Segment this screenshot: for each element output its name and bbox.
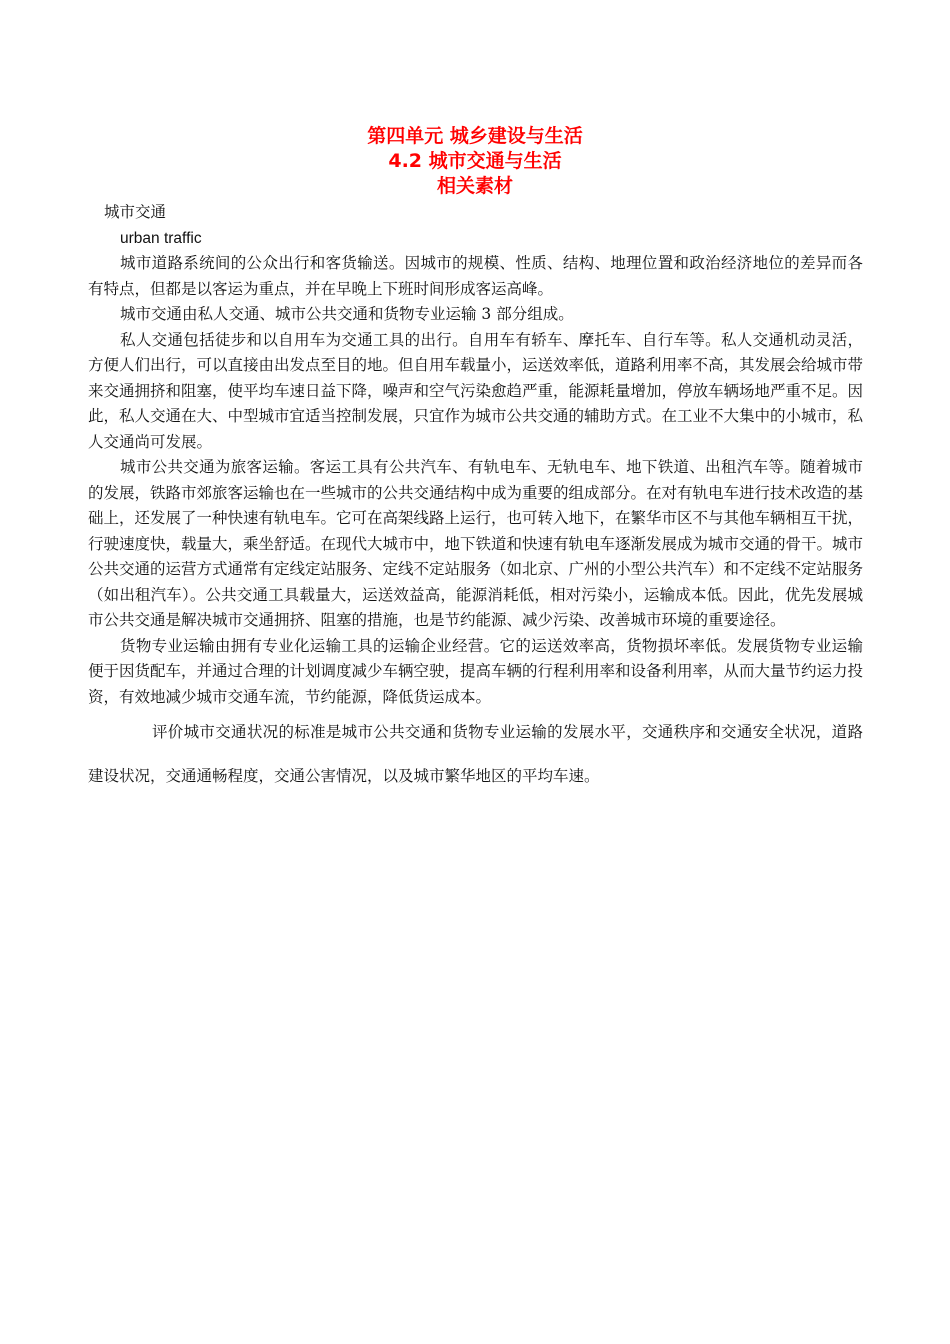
paragraph-composition: 城市交通由私人交通、城市公共交通和货物专业运输 3 部分组成。: [120, 305, 574, 323]
paragraph-evaluation: 评价城市交通状况的标准是城市公共交通和货物专业运输的发展水平，交通秩序和交通安全状况，道路建设状况，交通通畅程度，交通公害情况，以及城市繁华地区的平均车速。: [88, 723, 863, 785]
document-title: [0, 124, 950, 199]
document-body: [88, 200, 863, 798]
paragraph-freight-transport: 货物专业运输由拥有专业化运输工具的运输企业经营。它的运送效率高，货物损坏率低。发展货物专业运输便于因货配车，并通过合理的计划调度减少车辆空驶，提高车辆的行程利用率和设备利用率，从而大量节约运力投资，有效地减少城市交通车流，节约能源，降低货运成本。: [88, 636, 864, 706]
title-material: 相关素材: [436, 175, 513, 197]
paragraph-definition: 城市道路系统间的公众出行和客货输送。因城市的规模、性质、结构、地理位置和政治经济地位的差异而各有特点，但都是以客运为重点，并在早晚上下班时间形成客运高峰。: [88, 254, 863, 298]
subtitle-english: urban traffic: [120, 229, 202, 247]
subtitle-chinese: 城市交通: [104, 203, 167, 221]
paragraph-private-traffic: 私人交通包括徒步和以自用车为交通工具的出行。自用车有轿车、摩托车、自行车等。私人交通机动灵活，方便人们出行，可以直接由出发点至目的地。但自用车载量小，运送效率低，道路利用率不高，其发展会给城市带来交通拥挤和阻塞，使平均车速日益下降，噪声和空气污染愈趋严重，能源耗量增加，停放车辆场地严重不足。因此，私人交通在大、中型城市宜适当控制发展，只宜作为城市公共交通的辅助方式。在工业不大集中的小城市，私人交通尚可发展。: [88, 330, 864, 451]
title-unit: 第四单元 城乡建设与生活: [367, 125, 583, 147]
title-section: 4.2 城市交通与生活: [388, 150, 562, 172]
paragraph-public-transit: 城市公共交通为旅客运输。客运工具有公共汽车、有轨电车、无轨电车、地下铁道、出租汽车等。随着城市的发展，铁路市郊旅客运输也在一些城市的公共交通结构中成为重要的组成部分。在对有轨电车进行技术改造的基础上，还发展了一种快速有轨电车。它可在高架线路上运行，也可转入地下，在繁华市区不与其他车辆相互干扰，行驶速度快，载量大，乘坐舒适。在现代大城市中，地下铁道和快速有轨电车逐渐发展成为城市交通的骨干。城市公共交通的运营方式通常有定线定站服务、定线不定站服务（如北京、广州的小型公共汽车）和不定线不定站服务（如出租汽车）。公共交通工具载量大，运送效益高，能源消耗低，相对污染小，运输成本低。因此，优先发展城市公共交通是解决城市交通拥挤、阻塞的措施，也是节约能源、减少污染、改善城市环境的重要途径。: [88, 458, 864, 629]
